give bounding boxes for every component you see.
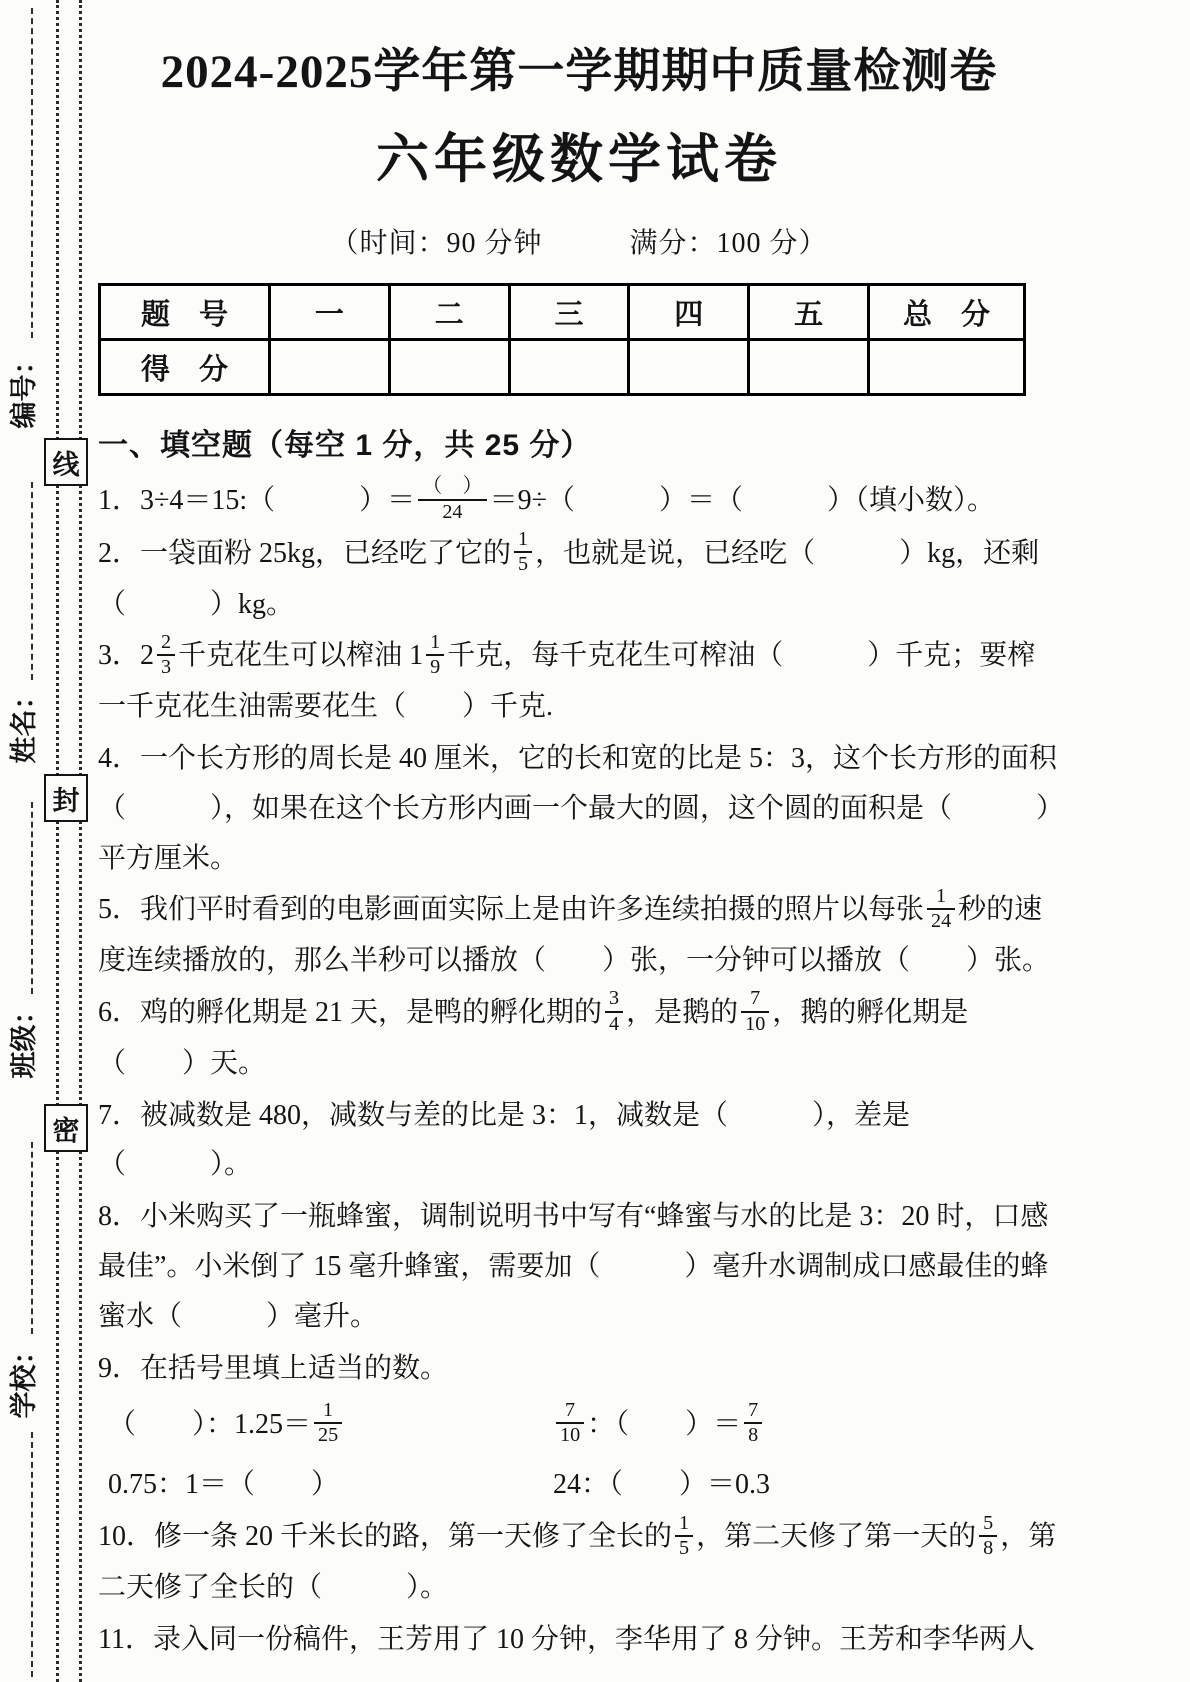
question-10: 10．修一条 20 千米长的路，第一天修了全长的 $\frac{1}{5}$ ，第二天修了第一天的 $\frac{5}{8}$ ，第二天修了全长的（ ）。	[98, 1511, 1057, 1603]
margin-label-school: 学校：	[9, 1337, 39, 1419]
section-heading-fill-in-blanks: 一、填空题（每空 1 分，共 25 分）	[98, 429, 592, 462]
score-table-header-cell: 五	[749, 285, 869, 340]
score-table-header-cell: 四	[629, 285, 749, 340]
question-5: 5．我们平时看到的电影画面实际上是由许多连续拍摄的照片以每张 $\frac{1}{24}$ 秒的速度连续播放的，那么半秒可以播放（ ）张，一分钟可以播放（ ）张。	[98, 884, 1051, 977]
fraction: $\frac{7}{10}$	[556, 1399, 584, 1447]
question-7: 7．被减数是 480，减数与差的比是 3：1，减数是（ ），差是（ ）。	[98, 1099, 911, 1181]
fraction: $\frac{1}{5}$	[675, 1512, 693, 1560]
question-9-cell-2: $\frac{7}{10}$ ：（ ）＝ $\frac{7}{8}$	[553, 1400, 1060, 1451]
score-table-header-cell: 一	[270, 285, 390, 340]
score-table-header-row	[100, 285, 1025, 340]
question-3: 3．2 $\frac{2}{3}$ 千克花生可以榨油 1 $\frac{1}{9}$ 千克，每千克花生可榨油（ ）千克；要榨一千克花生油需要花生（ ）千克.	[98, 630, 1036, 723]
exam-time-score-info: （时间：90 分钟 满分：100 分）	[330, 228, 828, 259]
fraction: $\frac{5}{8}$	[979, 1512, 997, 1560]
fraction: $\frac{1}{5}$	[514, 528, 532, 576]
score-value-cell	[749, 340, 869, 395]
score-value-cell	[509, 340, 629, 395]
margin-label-number: 编号：	[9, 347, 39, 429]
question-8: 8．小米购买了一瓶蜂蜜，调制说明书中写有“蜂蜜与水的比是 3：20 时，口感最佳”。小米倒了 15 毫升蜂蜜，需要加（ ）毫升水调制成口感最佳的蜂蜜水（ ）毫升。	[98, 1201, 1049, 1332]
fraction: $\frac{2}{3}$	[157, 631, 175, 679]
fraction: $\frac{( )}{24}$	[418, 475, 486, 523]
fraction: $\frac{3}{4}$	[605, 987, 623, 1035]
score-table-header-cell: 二	[389, 285, 509, 340]
score-table-header-cell: 三	[509, 285, 629, 340]
exam-content	[98, 0, 1060, 1667]
question-9-cell-4: 24：（ ）＝0.3	[553, 1469, 771, 1501]
fraction: $\frac{1}{9}$	[426, 631, 444, 679]
score-row-label: 得 分	[100, 340, 270, 395]
fraction: $\frac{1}{25}$	[314, 1399, 342, 1447]
score-table-header-cell: 题 号	[100, 285, 270, 340]
seal-dotted-line-inner	[56, 0, 59, 1682]
seal-char-feng: 封	[44, 774, 88, 822]
exam-subtitle: 六年级数学试卷	[376, 131, 782, 189]
exam-title: 2024-2025学年第一学期期中质量检测卷	[160, 46, 998, 98]
score-table	[98, 283, 1026, 396]
fraction: $\frac{7}{8}$	[744, 1399, 762, 1447]
margin-fill-line-school	[31, 1142, 33, 1334]
question-9-cell-1: （ ）：1.25＝ $\frac{1}{25}$	[108, 1400, 553, 1451]
margin-label-name: 姓名：	[9, 682, 39, 764]
score-value-cell	[270, 340, 390, 395]
question-9-cell-3: 0.75：1＝（ ）	[108, 1469, 340, 1501]
questions-list	[98, 476, 1060, 1665]
margin-fill-line-class	[31, 802, 33, 994]
question-1: 1．3÷4＝15:（ ）＝ $\frac{( )}{24}$ ＝9÷（ ）＝（ ）（填小数）。	[98, 475, 995, 523]
margin-fill-line-name	[31, 482, 33, 680]
margin-fill-line-number	[31, 8, 33, 338]
fraction: $\frac{1}{24}$	[927, 885, 955, 933]
question-11: 11．录入同一份稿件，王芳用了 10 分钟，李华用了 8 分钟。王芳和李华两人	[98, 1623, 1035, 1655]
question-9: 9．在括号里填上适当的数。 （ ）：1.25＝ $\frac{1}{25}$ $\frac{7}{10}$ ：（ ）＝ $\frac{7}{8}$ 0.75：1＝（ ） 24：（ ）＝0.3	[98, 1344, 1060, 1510]
score-table-header-cell: 总 分	[869, 285, 1025, 340]
question-4: 4．一个长方形的周长是 40 厘米，它的长和宽的比是 5：3，这个长方形的面积（ ），如果在这个长方形内画一个最大的圆，这个圆的面积是（ ）平方厘米。	[98, 742, 1058, 874]
score-value-cell	[629, 340, 749, 395]
seal-char-mi: 密	[44, 1104, 88, 1152]
margin-fill-line-bottom	[31, 1432, 33, 1677]
question-6: 6．鸡的孵化期是 21 天，是鸭的孵化期的 $\frac{3}{4}$ ，是鹅的 $\frac{7}{10}$ ，鹅的孵化期是（ ）天。	[98, 987, 969, 1079]
question-2: 2．一袋面粉 25kg，已经吃了它的 $\frac{1}{5}$ ，也就是说，已经吃（ ）kg，还剩（ ）kg。	[98, 528, 1040, 620]
seal-char-line: 线	[44, 438, 88, 486]
score-value-cell	[389, 340, 509, 395]
seal-dotted-line-outer	[79, 0, 82, 1682]
margin-label-class: 班级：	[9, 997, 39, 1079]
fraction: $\frac{7}{10}$	[741, 987, 769, 1035]
score-value-cell	[869, 340, 1025, 395]
question-9-grid	[98, 1400, 1060, 1511]
score-table-score-row	[100, 340, 1025, 395]
